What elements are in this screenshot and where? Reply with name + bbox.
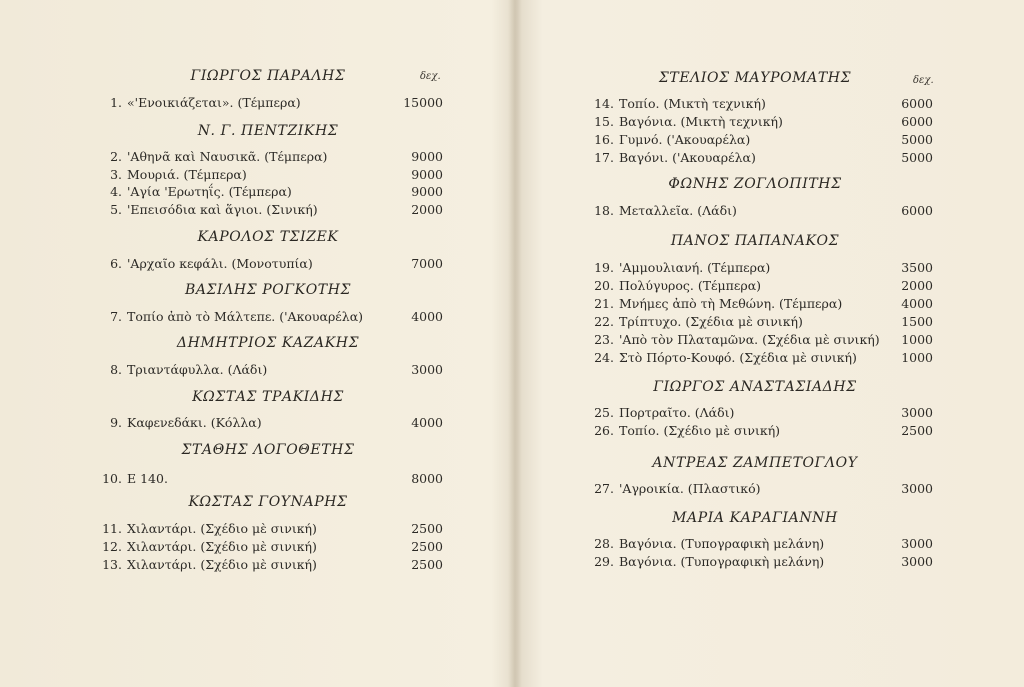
entry-title: Βαγόνια. (Τυπογραφικὴ μελάνη): [619, 536, 825, 551]
artist-heading: Ν. Γ. ΠΕΝΤΖΙΚΗΣ: [197, 123, 339, 139]
entry-number: 14.: [594, 96, 614, 111]
catalogue-entry: [0, 470, 453, 487]
catalogue-entry: [515, 349, 943, 366]
entry-price: 3000: [901, 554, 933, 569]
entry-title: Μουριά. (Τέμπερα): [127, 167, 247, 182]
catalogue-entry: [0, 308, 453, 325]
catalogue-entry: [515, 295, 943, 312]
entry-title: Πολύγυρος. (Τέμπερα): [619, 278, 762, 293]
price-column-header: δεχ.: [913, 75, 934, 86]
entry-title: Βαγόνια. (Τυπογραφικὴ μελάνη): [619, 554, 825, 569]
catalogue-entry: [515, 404, 943, 421]
entry-title: Ε 140.: [127, 471, 168, 486]
catalogue-entry: [0, 166, 453, 183]
artist-heading: ΜΑΡΙΑ ΚΑΡΑΓΙΑΝΝΗ: [672, 510, 838, 526]
entry-title: Γυμνό. ('Ακουαρέλα): [619, 132, 751, 147]
entry-price: 2000: [411, 202, 443, 217]
entry-title: Τοπίο. (Μικτὴ τεχνική): [619, 96, 766, 111]
entry-title: Χιλαντάρι. (Σχέδιο μὲ σινική): [127, 521, 317, 536]
entry-price: 1500: [901, 314, 933, 329]
catalogue-entry: [515, 313, 943, 330]
entry-price: 4000: [411, 309, 443, 324]
entry-title: 'Αγροικία. (Πλαστικό): [619, 481, 761, 496]
catalogue-entry: [0, 201, 453, 218]
catalogue-entry: [515, 553, 943, 570]
entry-number: 27.: [594, 481, 614, 496]
entry-price: 3000: [411, 362, 443, 377]
entry-price: 4000: [411, 415, 443, 430]
catalogue-entry: [0, 94, 453, 111]
entry-price: 2500: [901, 423, 933, 438]
catalogue-entry: [515, 113, 943, 130]
entry-title: Τοπίο. (Σχέδιο μὲ σινική): [619, 423, 781, 438]
right-page: [515, 0, 1024, 687]
artist-heading: ΓΙΩΡΓΟΣ ΑΝΑΣΤΑΣΙΑΔΗΣ: [653, 379, 857, 395]
entry-title: Μεταλλεῖα. (Λάδι): [619, 203, 737, 218]
entry-price: 6000: [901, 114, 933, 129]
entry-title: Χιλαντάρι. (Σχέδιο μὲ σινική): [127, 539, 317, 554]
entry-number: 25.: [594, 405, 614, 420]
entry-number: 13.: [102, 557, 122, 572]
entry-number: 18.: [594, 203, 614, 218]
artist-heading: ΠΑΝΟΣ ΠΑΠΑΝΑΚΟΣ: [670, 233, 840, 249]
entry-number: 7.: [110, 309, 122, 324]
artist-heading: ΚΑΡΟΛΟΣ ΤΣΙΖΕΚ: [197, 229, 339, 245]
entry-price: 7000: [411, 256, 443, 271]
entry-price: 2000: [901, 278, 933, 293]
entry-title: 'Αγία 'Ερωτηΐς. (Τέμπερα): [127, 184, 292, 199]
catalogue-entry: [0, 148, 453, 165]
entry-number: 23.: [594, 332, 614, 347]
entry-number: 28.: [594, 536, 614, 551]
entry-price: 5000: [901, 132, 933, 147]
entry-title: Βαγόνι. ('Ακουαρέλα): [619, 150, 756, 165]
catalogue-entry: [0, 361, 453, 378]
entry-title: 'Αθηνᾶ καὶ Ναυσικᾶ. (Τέμπερα): [127, 149, 328, 164]
catalogue-entry: [0, 255, 453, 272]
catalogue-entry: [515, 202, 943, 219]
artist-heading: ΚΩΣΤΑΣ ΓΟΥΝΑΡΗΣ: [188, 494, 348, 510]
entry-price: 9000: [411, 184, 443, 199]
artist-heading: ΔΗΜΗΤΡΙΟΣ ΚΑΖΑΚΗΣ: [176, 335, 360, 351]
entry-number: 16.: [594, 132, 614, 147]
entry-title: «'Ενοικιάζεται». (Τέμπερα): [127, 95, 301, 110]
catalogue-entry: [515, 277, 943, 294]
catalogue-entry: [0, 414, 453, 431]
entry-number: 26.: [594, 423, 614, 438]
entry-title: 'Απὸ τὸν Πλαταμῶνα. (Σχέδια μὲ σινική): [619, 332, 880, 347]
entry-title: Καφενεδάκι. (Κόλλα): [127, 415, 262, 430]
entry-number: 15.: [594, 114, 614, 129]
entry-title: 'Επεισόδια καὶ ἅγιοι. (Σινική): [127, 202, 318, 217]
entry-title: Τοπίο ἀπὸ τὸ Μάλτεπε. ('Ακουαρέλα): [127, 309, 364, 324]
artist-heading: ΑΝΤΡΕΑΣ ΖΑΜΠΕΤΟΓΛΟΥ: [652, 455, 858, 471]
entry-number: 24.: [594, 350, 614, 365]
entry-title: Τριαντάφυλλα. (Λάδι): [127, 362, 268, 377]
entry-number: 29.: [594, 554, 614, 569]
entry-number: 17.: [594, 150, 614, 165]
entry-price: 2500: [411, 521, 443, 536]
entry-title: Μνήμες ἀπὸ τὴ Μεθώνη. (Τέμπερα): [619, 296, 843, 311]
entry-price: 5000: [901, 150, 933, 165]
catalogue-entry: [515, 149, 943, 166]
entry-price: 3000: [901, 536, 933, 551]
entry-price: 6000: [901, 203, 933, 218]
entry-price: 1000: [901, 332, 933, 347]
entry-price: 3500: [901, 260, 933, 275]
entry-price: 2500: [411, 557, 443, 572]
entry-price: 8000: [411, 471, 443, 486]
entry-title: Χιλαντάρι. (Σχέδιο μὲ σινική): [127, 557, 317, 572]
catalogue-entry: [0, 538, 453, 555]
artist-heading: ΚΩΣΤΑΣ ΤΡΑΚΙΔΗΣ: [192, 389, 344, 405]
entry-number: 9.: [110, 415, 122, 430]
entry-price: 9000: [411, 167, 443, 182]
entry-price: 2500: [411, 539, 443, 554]
price-column-header: δεχ.: [420, 71, 441, 82]
entry-number: 1.: [110, 95, 122, 110]
entry-price: 1000: [901, 350, 933, 365]
entry-number: 5.: [110, 202, 122, 217]
entry-title: Στὸ Πόρτο-Κουφό. (Σχέδια μὲ σινική): [619, 350, 857, 365]
entry-price: 15000: [403, 95, 443, 110]
entry-price: 3000: [901, 405, 933, 420]
catalogue-entry: [515, 422, 943, 439]
catalogue-entry: [0, 183, 453, 200]
entry-price: 6000: [901, 96, 933, 111]
entry-number: 11.: [102, 521, 122, 536]
catalogue-entry: [515, 259, 943, 276]
entry-number: 8.: [110, 362, 122, 377]
artist-heading: ΣΤΕΛΙΟΣ ΜΑΥΡΟΜΑΤΗΣ: [658, 70, 852, 86]
entry-title: 'Αρχαῖο κεφάλι. (Μονοτυπία): [127, 256, 313, 271]
catalogue-entry: [0, 556, 453, 573]
entry-title: Βαγόνια. (Μικτὴ τεχνική): [619, 114, 783, 129]
entry-number: 6.: [110, 256, 122, 271]
entry-title: 'Αμμουλιανή. (Τέμπερα): [619, 260, 771, 275]
catalogue-entry: [515, 480, 943, 497]
catalogue-entry: [0, 520, 453, 537]
entry-number: 21.: [594, 296, 614, 311]
catalogue-entry: [515, 131, 943, 148]
entry-price: 3000: [901, 481, 933, 496]
catalogue-entry: [515, 535, 943, 552]
entry-title: Τρίπτυχο. (Σχέδια μὲ σινική): [619, 314, 803, 329]
artist-heading: ΒΑΣΙΛΗΣ ΡΟΓΚΟΤΗΣ: [184, 282, 352, 298]
entry-title: Πορτραῖτο. (Λάδι): [619, 405, 735, 420]
entry-number: 10.: [102, 471, 122, 486]
entry-price: 9000: [411, 149, 443, 164]
entry-number: 22.: [594, 314, 614, 329]
artist-heading: ΦΩΝΗΣ ΖΟΓΛΟΠΙΤΗΣ: [668, 176, 842, 192]
entry-number: 19.: [594, 260, 614, 275]
entry-number: 2.: [110, 149, 122, 164]
catalogue-entry: [515, 95, 943, 112]
entry-number: 12.: [102, 539, 122, 554]
artist-heading: ΓΙΩΡΓΟΣ ΠΑΡΑΛΗΣ: [190, 68, 346, 84]
artist-heading: ΣΤΑΘΗΣ ΛΟΓΟΘΕΤΗΣ: [181, 442, 355, 458]
entry-number: 3.: [110, 167, 122, 182]
entry-number: 20.: [594, 278, 614, 293]
entry-price: 4000: [901, 296, 933, 311]
entry-number: 4.: [110, 184, 122, 199]
catalogue-entry: [515, 331, 943, 348]
